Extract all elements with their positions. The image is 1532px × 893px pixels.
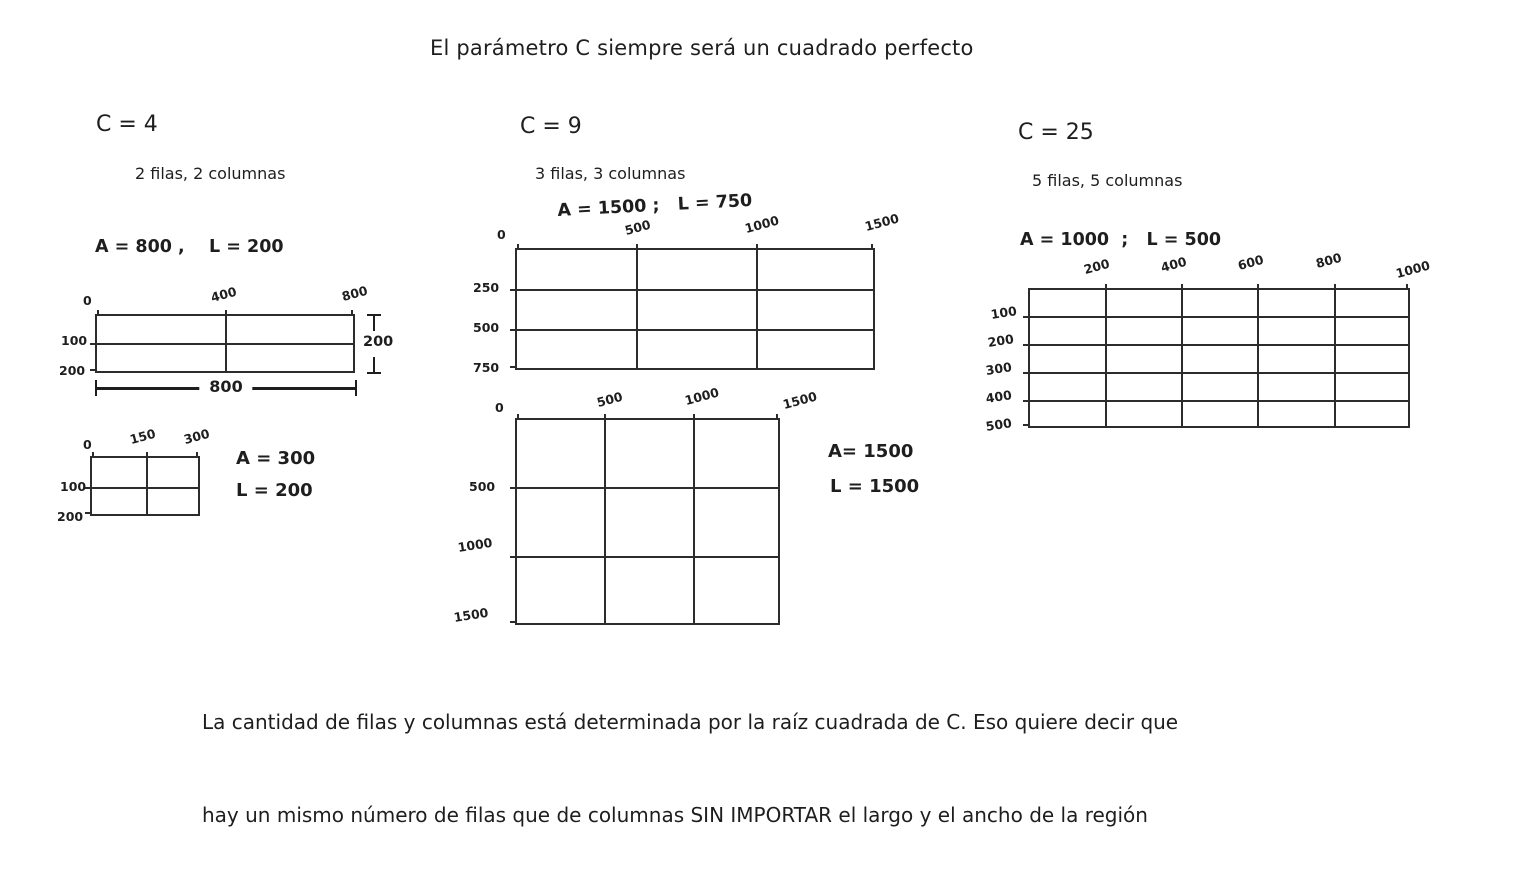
- grid-hline: [92, 487, 198, 489]
- y-tick-label: 300: [984, 359, 1013, 378]
- tick-mark: [85, 512, 91, 514]
- footer-line-2: hay un mismo número de filas que de columnas SIN IMPORTAR el largo y el ancho de la región: [202, 803, 1148, 827]
- grid-vline: [1105, 290, 1107, 426]
- grid-hline: [1030, 372, 1408, 374]
- y-tick-label: 200: [57, 509, 84, 524]
- tick-mark: [146, 452, 148, 458]
- section-c4-params: A = 800 , L = 200: [95, 237, 284, 257]
- grid-vline: [693, 420, 695, 623]
- section-c4-rows-cols: 2 filas, 2 columnas: [135, 164, 286, 183]
- grid-c25: [984, 249, 1432, 434]
- y-tick-label: 1500: [452, 604, 490, 625]
- tick-mark: [1105, 284, 1107, 290]
- tick-mark: [1181, 284, 1183, 290]
- tick-mark: [517, 414, 519, 420]
- length-label: L = 1500: [830, 476, 920, 497]
- footer-note: [202, 645, 1178, 893]
- section-c9-heading: C = 9: [520, 114, 582, 139]
- grid-hline: [517, 487, 778, 489]
- tick-mark: [1334, 284, 1336, 290]
- x-tick-label: 150: [128, 425, 158, 447]
- y-tick-label: 500: [473, 320, 500, 335]
- tick-mark: [517, 244, 519, 250]
- y-tick-label: 500: [469, 479, 496, 494]
- tick-mark: [510, 621, 516, 623]
- tick-mark: [510, 329, 516, 331]
- area-label: A= 1500: [828, 441, 914, 462]
- x-tick-label: 200: [1082, 255, 1112, 277]
- grid-hline: [517, 329, 873, 331]
- y-tick-label: 100: [61, 333, 88, 348]
- tick-mark: [196, 452, 198, 458]
- y-tick-label: 200: [59, 363, 86, 378]
- dimension-cap: [367, 372, 381, 374]
- tick-mark: [871, 244, 873, 250]
- dimension-cap: [355, 380, 357, 396]
- grid-vline: [1181, 290, 1183, 426]
- x-tick-label: 500: [595, 388, 625, 410]
- y-tick-label: 250: [473, 280, 500, 295]
- x-tick-label: 0: [83, 293, 92, 308]
- x-tick-label: 800: [1314, 249, 1344, 271]
- tick-mark: [351, 310, 353, 316]
- tick-mark: [1023, 400, 1029, 402]
- tick-mark: [1406, 284, 1408, 290]
- x-tick-label: 1000: [1394, 257, 1432, 281]
- y-tick-label: 200: [986, 331, 1015, 350]
- grid-vline: [636, 250, 638, 368]
- y-tick-label: 400: [984, 387, 1013, 406]
- section-c4-heading: C = 4: [96, 112, 158, 137]
- x-tick-label: 0: [497, 227, 506, 242]
- tick-mark: [90, 343, 96, 345]
- tick-mark: [604, 414, 606, 420]
- tick-mark: [510, 366, 516, 368]
- tick-mark: [510, 289, 516, 291]
- section-c9-rows-cols: 3 filas, 3 columnas: [535, 164, 686, 183]
- x-tick-label: 0: [83, 437, 92, 452]
- x-tick-label: 1000: [683, 384, 721, 408]
- width-dimension-marker: [95, 377, 357, 396]
- section-c25-rows-cols: 5 filas, 5 columnas: [1032, 171, 1183, 190]
- x-tick-label: 1500: [863, 210, 901, 234]
- x-tick-label: 400: [1159, 253, 1189, 275]
- tick-mark: [92, 452, 94, 458]
- tick-mark: [1023, 316, 1029, 318]
- tick-mark: [1023, 424, 1029, 426]
- y-tick-label: 500: [984, 415, 1013, 434]
- grid-vline: [146, 458, 148, 514]
- grid-hline: [1030, 400, 1408, 402]
- tick-mark: [97, 310, 99, 316]
- grid-c9-square: [452, 384, 819, 625]
- tick-mark: [693, 414, 695, 420]
- tick-mark: [510, 556, 516, 558]
- x-tick-label: 500: [623, 216, 653, 238]
- grid-c9-wide: [473, 210, 901, 375]
- section-c9-params: A = 1500 ; L = 750: [556, 190, 753, 221]
- width-dimension-value: 800: [199, 377, 252, 396]
- grid-hline: [1030, 344, 1408, 346]
- tick-mark: [636, 244, 638, 250]
- x-tick-label: 600: [1236, 251, 1266, 273]
- grid-hline: [97, 343, 353, 345]
- page-title: El parámetro C siempre será un cuadrado perfecto: [430, 36, 974, 60]
- x-tick-label: 1000: [743, 212, 781, 236]
- x-tick-label: 0: [495, 400, 504, 415]
- y-tick-label: 100: [989, 303, 1018, 322]
- height-dimension-marker: [363, 314, 394, 374]
- y-tick-label: 100: [60, 479, 87, 494]
- y-tick-label: 1000: [456, 534, 494, 555]
- grid-hline: [517, 289, 873, 291]
- tick-mark: [776, 414, 778, 420]
- grid-hline: [1030, 316, 1408, 318]
- area-label: A = 300: [236, 448, 316, 469]
- grid-c4-main: [59, 282, 370, 378]
- length-label: L = 200: [236, 480, 313, 501]
- footer-line-1: La cantidad de filas y columnas está determinada por la raíz cuadrada de C. Eso quiere decir que: [202, 710, 1179, 734]
- section-c25-heading: C = 25: [1018, 120, 1094, 145]
- dimension-line: [373, 316, 375, 331]
- grid-vline: [604, 420, 606, 623]
- x-tick-label: 300: [182, 425, 212, 447]
- tick-mark: [225, 310, 227, 316]
- tick-mark: [756, 244, 758, 250]
- grid-vline: [1257, 290, 1259, 426]
- section-c25-params: A = 1000 ; L = 500: [1020, 230, 1222, 250]
- tick-mark: [1023, 344, 1029, 346]
- grid-vline: [756, 250, 758, 368]
- y-tick-label: 750: [473, 360, 500, 375]
- x-tick-label: 400: [209, 283, 239, 305]
- x-tick-label: 1500: [781, 388, 819, 412]
- dimension-line: [373, 357, 375, 372]
- grid-vline: [1334, 290, 1336, 426]
- x-tick-label: 800: [340, 282, 370, 304]
- tick-mark: [90, 369, 96, 371]
- grid-hline: [517, 556, 778, 558]
- grid-c4-small: [57, 425, 212, 524]
- tick-mark: [510, 487, 516, 489]
- height-dimension-value: 200: [363, 334, 394, 350]
- tick-mark: [1257, 284, 1259, 290]
- tick-mark: [1023, 372, 1029, 374]
